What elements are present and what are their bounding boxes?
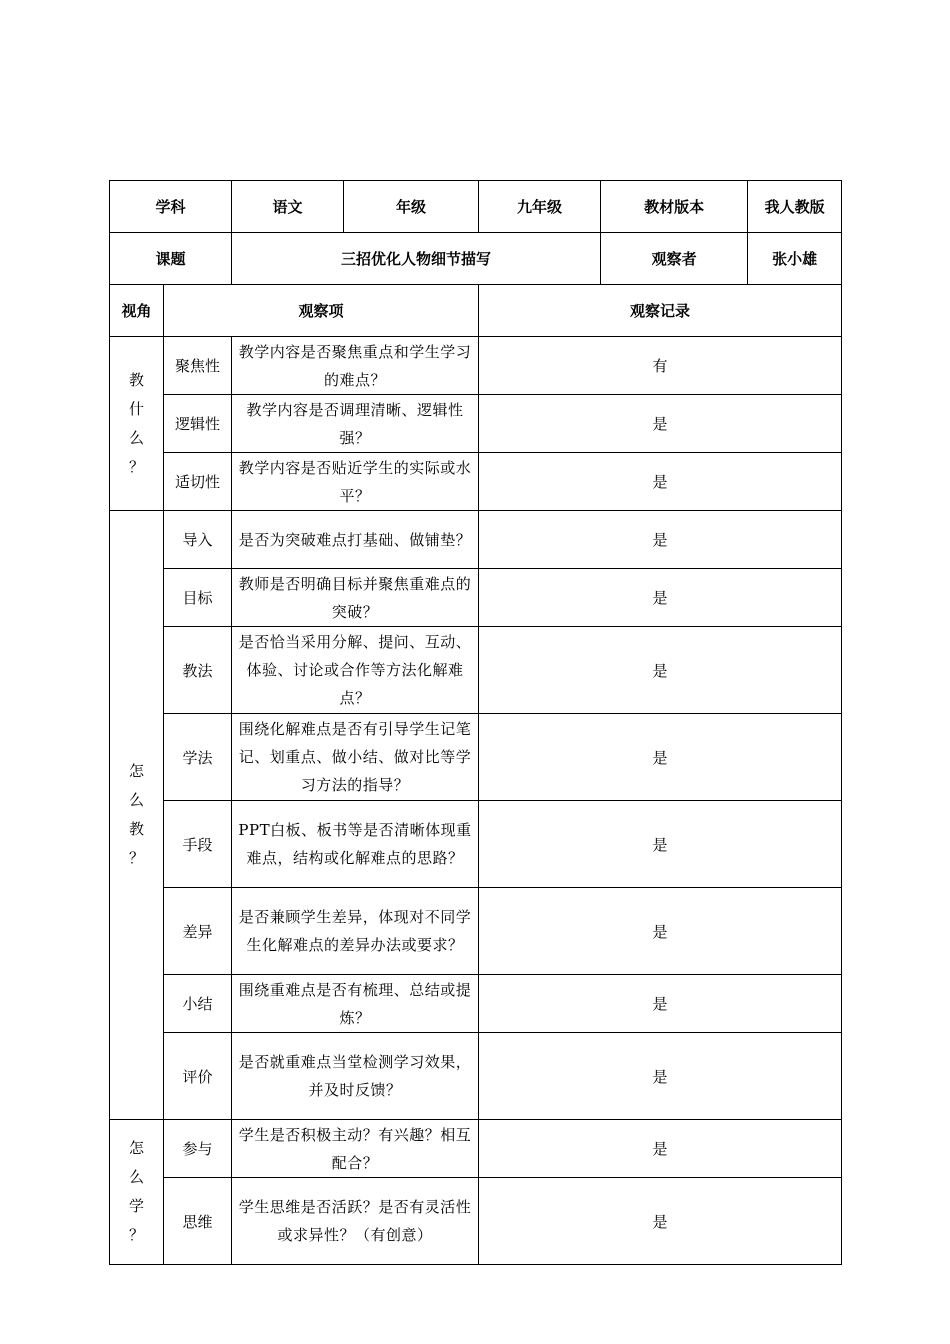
observer-label: 观察者 (601, 233, 748, 285)
item-record: 是 (479, 1120, 842, 1178)
view-char: 么 (128, 1168, 144, 1186)
item-question: 是否为突破难点打基础、做铺垫？ (232, 511, 479, 569)
table-row (110, 337, 842, 395)
observation-table (109, 180, 842, 1265)
column-header-row (110, 285, 842, 337)
view-char: 学 (128, 1197, 144, 1215)
table-row (110, 569, 842, 627)
item-record: 是 (479, 801, 842, 888)
item-question: 是否恰当采用分解、提问、互动、体验、讨论或合作等方法化解难点？ (232, 627, 479, 714)
item-name: 目标 (164, 569, 232, 627)
item-record: 是 (479, 1033, 842, 1120)
item-question: PPT白板、板书等是否清晰体现重难点，结构或化解难点的思路？ (232, 801, 479, 888)
item-question: 学生思维是否活跃？是否有灵活性或求异性？（有创意） (232, 1178, 479, 1265)
header-row-2 (110, 233, 842, 285)
subject-value: 语文 (232, 181, 344, 233)
view-char: 怎 (128, 762, 144, 780)
item-record: 是 (479, 714, 842, 801)
item-name: 逻辑性 (164, 395, 232, 453)
edition-value: 我人教版 (748, 181, 842, 233)
view-cell (110, 511, 164, 1120)
item-question: 围绕化解难点是否有引导学生记笔记、划重点、做小结、做对比等学习方法的指导？ (232, 714, 479, 801)
table-row (110, 627, 842, 714)
topic-value: 三招优化人物细节描写 (232, 233, 601, 285)
item-name: 差异 (164, 888, 232, 975)
view-char: 怎 (128, 1139, 144, 1157)
col-view-header: 视角 (110, 285, 164, 337)
item-record: 是 (479, 453, 842, 511)
item-record: 是 (479, 888, 842, 975)
topic-label: 课题 (110, 233, 232, 285)
item-record: 有 (479, 337, 842, 395)
view-char: 什 (128, 399, 144, 418)
table-row (110, 801, 842, 888)
item-record: 是 (479, 627, 842, 714)
table-row (110, 975, 842, 1033)
item-name: 学法 (164, 714, 232, 801)
table-row (110, 714, 842, 801)
table-row (110, 888, 842, 975)
item-record: 是 (479, 511, 842, 569)
view-cell (110, 337, 164, 511)
item-question: 是否兼顾学生差异，体现对不同学生化解难点的差异办法或要求？ (232, 888, 479, 975)
view-char: ？ (128, 849, 144, 867)
view-char: 么 (128, 791, 144, 809)
observer-value: 张小雄 (748, 233, 842, 285)
table-row (110, 1178, 842, 1265)
view-char: ？ (128, 1226, 144, 1244)
header-row-1 (110, 181, 842, 233)
view-cell (110, 1120, 164, 1265)
item-question: 围绕重难点是否有梳理、总结或提炼？ (232, 975, 479, 1033)
item-name: 教法 (164, 627, 232, 714)
item-question: 教学内容是否调理清晰、逻辑性强？ (232, 395, 479, 453)
item-name: 导入 (164, 511, 232, 569)
grade-value: 九年级 (479, 181, 601, 233)
subject-label: 学科 (110, 181, 232, 233)
item-record: 是 (479, 395, 842, 453)
item-question: 教师是否明确目标并聚焦重难点的突破？ (232, 569, 479, 627)
edition-label: 教材版本 (601, 181, 748, 233)
item-name: 思维 (164, 1178, 232, 1265)
view-char: 教 (128, 370, 144, 389)
view-char: 么 (128, 428, 144, 447)
item-record: 是 (479, 569, 842, 627)
item-question: 教学内容是否聚焦重点和学生学习的难点？ (232, 337, 479, 395)
col-item-header: 观察项 (164, 285, 479, 337)
item-question: 教学内容是否贴近学生的实际或水平？ (232, 453, 479, 511)
item-question: 学生是否积极主动？有兴趣？相互配合？ (232, 1120, 479, 1178)
item-record: 是 (479, 1178, 842, 1265)
col-record-header: 观察记录 (479, 285, 842, 337)
item-name: 手段 (164, 801, 232, 888)
table-row (110, 511, 842, 569)
item-name: 小结 (164, 975, 232, 1033)
item-name: 评价 (164, 1033, 232, 1120)
view-char: ？ (128, 457, 144, 476)
item-record: 是 (479, 975, 842, 1033)
table-row (110, 1033, 842, 1120)
item-name: 适切性 (164, 453, 232, 511)
grade-label: 年级 (344, 181, 479, 233)
table-row (110, 395, 842, 453)
item-question: 是否就重难点当堂检测学习效果，并及时反馈？ (232, 1033, 479, 1120)
view-char: 教 (128, 820, 144, 838)
table-row (110, 453, 842, 511)
item-name: 聚焦性 (164, 337, 232, 395)
table-row (110, 1120, 842, 1178)
item-name: 参与 (164, 1120, 232, 1178)
